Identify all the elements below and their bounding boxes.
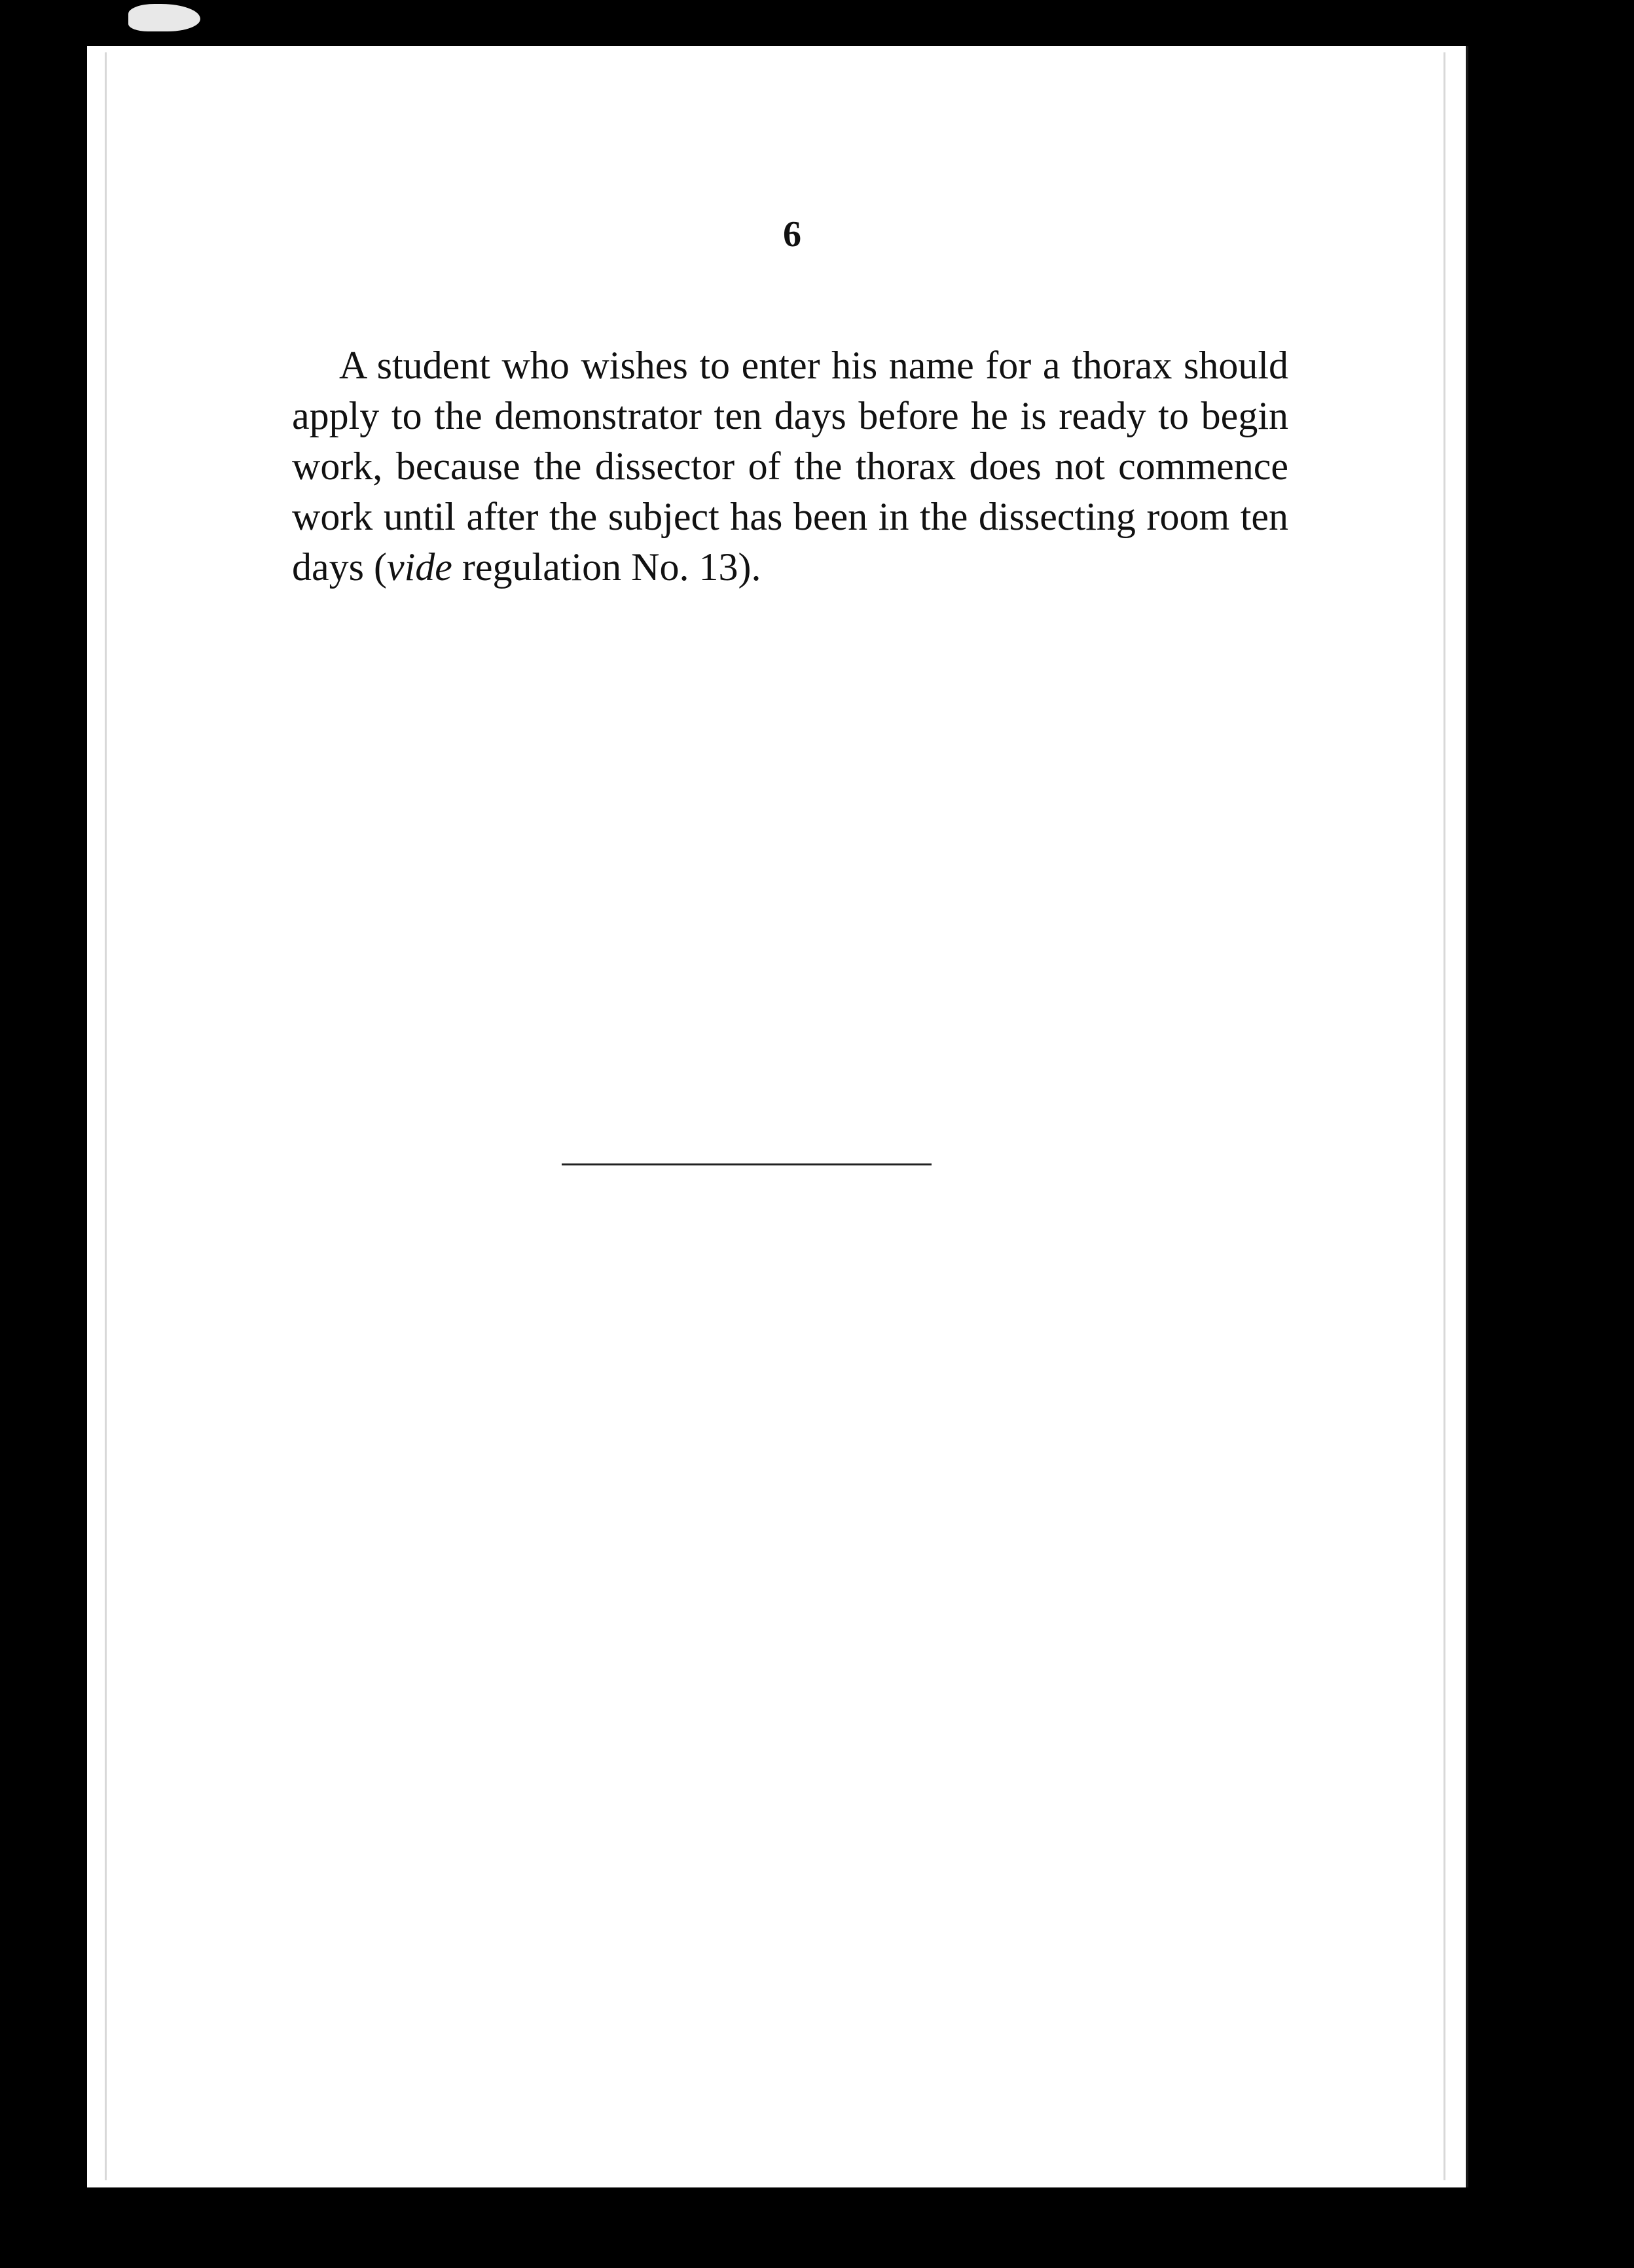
page-border-left — [105, 52, 107, 2180]
horizontal-rule — [562, 1163, 932, 1165]
paragraph-text-end: regulation No. 13). — [452, 545, 761, 589]
paragraph-text-start: A student who wishes to enter his name for a thorax should apply to the demonstrator ten days before he is ready to begin work, because the dissector of the thorax does not commence work until after the subject has been in the dissecting room ten days ( — [292, 344, 1288, 589]
paper-scrap — [128, 4, 200, 31]
page-number: 6 — [783, 214, 801, 255]
body-paragraph — [292, 340, 1288, 593]
page-border-right — [1443, 52, 1445, 2180]
page-edge — [1466, 46, 1468, 2187]
paragraph-italic-term: vide — [386, 545, 452, 589]
